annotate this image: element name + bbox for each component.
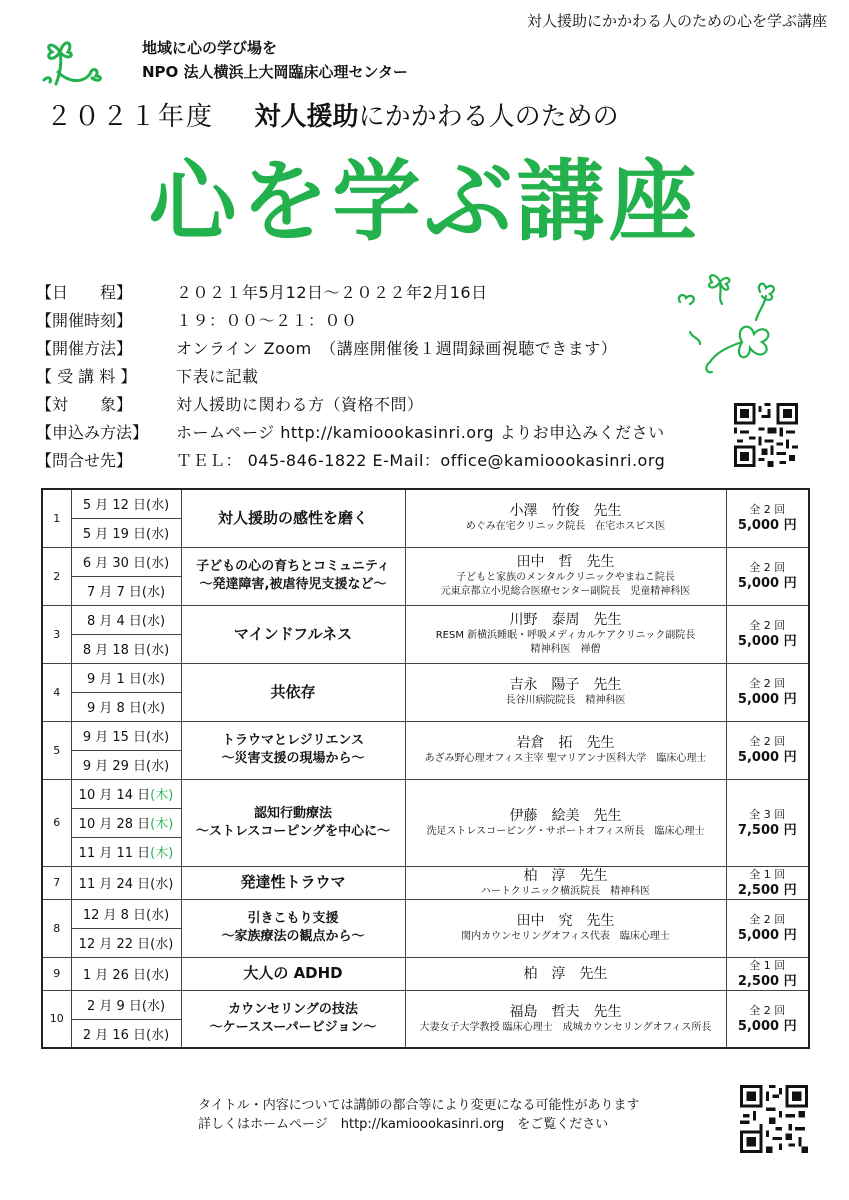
date-text: 12 月 22 日 xyxy=(78,937,151,952)
lecturer-name: 小澤 竹俊 先生 xyxy=(509,503,622,520)
session-price: 5,000 円 xyxy=(737,634,797,649)
session-number: 6 xyxy=(42,779,71,866)
lecturer-name: 柏 淳 先生 xyxy=(523,965,608,982)
session-number: 4 xyxy=(42,663,71,721)
lecturer-cell xyxy=(405,779,726,866)
session-title: カウンセリングの技法 xyxy=(228,1001,358,1017)
info-row xyxy=(36,417,665,445)
session-number: 10 xyxy=(42,990,71,1048)
session-title: 認知行動療法 xyxy=(253,805,332,821)
date-text: 11 月 24 日 xyxy=(78,877,151,892)
table-row xyxy=(42,866,809,899)
lecturer-affiliation: 子どもと家族のメンタルクリニックやまねこ院長 xyxy=(456,572,675,583)
lecturer-name: 田中 究 先生 xyxy=(516,913,615,929)
session-subtitle: ～災害支援の現場から～ xyxy=(221,751,365,766)
session-title-cell xyxy=(181,721,405,779)
weekday-text: (水) xyxy=(146,527,170,542)
table-row xyxy=(42,957,809,990)
lecturer-name: 伊藤 絵美 先生 xyxy=(509,807,622,824)
session-title: 対人援助の感性を磨く xyxy=(217,508,368,527)
session-date xyxy=(71,866,181,899)
session-date xyxy=(71,808,181,837)
session-count: 全 2 回 xyxy=(749,677,786,690)
fee-cell xyxy=(726,489,809,547)
lecturer-cell xyxy=(405,990,726,1048)
session-number: 5 xyxy=(42,721,71,779)
weekday-text: (水) xyxy=(150,937,174,952)
session-date xyxy=(71,1019,181,1048)
session-title-cell xyxy=(181,779,405,866)
session-date xyxy=(71,750,181,779)
lecturer-cell xyxy=(405,663,726,721)
info-row xyxy=(36,445,665,473)
session-date xyxy=(71,779,181,808)
session-price: 5,000 円 xyxy=(737,692,797,707)
session-number: 8 xyxy=(42,899,71,957)
footer-line1: タイトル・内容については講師の都合等により変更になる可能性があります xyxy=(198,1098,640,1113)
info-label: 【日 程】 xyxy=(36,282,133,302)
session-price: 7,500 円 xyxy=(737,822,797,838)
info-value: ＴＥＬ： 045-846-1822 E-Mail：office@kamioookasinri.org xyxy=(176,450,666,470)
table-row xyxy=(42,663,809,692)
session-count: 全 2 回 xyxy=(749,619,786,632)
session-number: 9 xyxy=(42,957,71,990)
session-count: 全 2 回 xyxy=(749,735,786,748)
info-value: １９：００～２１：００ xyxy=(176,310,358,330)
session-date xyxy=(71,928,181,957)
weekday-text: (水) xyxy=(141,585,166,600)
info-list xyxy=(36,277,665,473)
footer-line2: 詳しくはホームページ http://kamioookasinri.org をご覧ください xyxy=(198,1117,609,1132)
weekday-text: (水) xyxy=(146,759,170,774)
lecturer-affiliation: RESM 新横浜睡眠・呼吸メディカルケアクリニック副院長 xyxy=(435,630,696,641)
table-row xyxy=(42,605,809,634)
lecturer-cell xyxy=(405,866,726,899)
session-count: 全 2 回 xyxy=(749,913,786,926)
session-number: 2 xyxy=(42,547,71,605)
lecturer-cell xyxy=(405,547,726,605)
fee-cell xyxy=(726,663,809,721)
fee-cell xyxy=(726,957,809,990)
year-subtitle xyxy=(46,96,619,133)
date-text: 12 月 8 日 xyxy=(82,908,147,923)
lecturer-cell xyxy=(405,605,726,663)
info-value: ２０２１年5月12日～２０２２年2月16日 xyxy=(176,282,488,302)
table-row xyxy=(42,721,809,750)
table-row xyxy=(42,990,809,1019)
info-value: 下表に記載 xyxy=(176,366,259,386)
session-price: 5,000 円 xyxy=(737,928,797,943)
session-date xyxy=(71,721,181,750)
schedule-table xyxy=(41,488,810,1049)
org-line2: NPO 法人横浜上大岡臨床心理センター xyxy=(142,63,408,81)
date-text: 10 月 14 日 xyxy=(78,788,151,803)
year-text: ２０２１年度 xyxy=(46,102,215,132)
lecturer-name: 福島 哲夫 先生 xyxy=(509,1003,622,1020)
info-label: 【開催方法】 xyxy=(36,338,133,358)
date-text: 9 月 8 日 xyxy=(86,701,142,716)
weekday-text: (水) xyxy=(141,672,166,687)
lecturer-name: 柏 淳 先生 xyxy=(523,867,608,884)
lecturer-affiliation: めぐみ在宅クリニック院長 在宅ホスピス医 xyxy=(465,521,666,533)
weekday-text: (水) xyxy=(146,556,170,571)
weekday-text: (木) xyxy=(150,817,174,832)
info-row xyxy=(36,333,665,361)
lecturer-affiliation: 元東京都立小児総合医療センター副院長 児童精神科医 xyxy=(440,586,691,597)
weekday-text: (水) xyxy=(150,877,174,892)
session-title-cell xyxy=(181,866,405,899)
session-title: マインドフルネス xyxy=(233,624,353,643)
session-title-cell xyxy=(181,957,405,990)
session-date xyxy=(71,692,181,721)
fee-cell xyxy=(726,990,809,1048)
date-text: 2 月 9 日 xyxy=(86,999,142,1014)
info-row xyxy=(36,305,665,333)
weekday-text: (水) xyxy=(146,908,170,923)
info-value: オンライン Zoom （講座開催後１週間録画視聴できます） xyxy=(176,338,618,358)
lecturer-cell xyxy=(405,957,726,990)
subtitle-rest: にかかわる人のための xyxy=(358,102,619,132)
fee-cell xyxy=(726,605,809,663)
session-date xyxy=(71,547,181,576)
lecturer-cell xyxy=(405,899,726,957)
weekday-text: (水) xyxy=(146,730,170,745)
info-label: 【 受 講 料 】 xyxy=(36,366,137,386)
session-title: 共依存 xyxy=(270,682,316,701)
session-count: 全 2 回 xyxy=(749,503,786,517)
weekday-text: (木) xyxy=(150,788,174,803)
subtitle-bold: 対人援助 xyxy=(254,102,359,132)
main-title: 心を学ぶ講座 xyxy=(148,150,701,253)
info-row xyxy=(36,361,665,389)
weekday-text: (木) xyxy=(150,846,174,861)
info-value: 対人援助に関わる方（資格不問） xyxy=(176,394,424,414)
weekday-text: (水) xyxy=(146,968,170,983)
session-date xyxy=(71,837,181,866)
info-label: 【対 象】 xyxy=(36,394,133,414)
session-subtitle: ～ストレスコーピングを中心に～ xyxy=(195,823,391,839)
session-number: 3 xyxy=(42,605,71,663)
session-date xyxy=(71,518,181,547)
date-text: 11 月 11 日 xyxy=(78,846,151,861)
session-count: 全 2 回 xyxy=(749,561,786,574)
fee-cell xyxy=(726,899,809,957)
weekday-text: (水) xyxy=(141,701,166,716)
info-label: 【開催時刻】 xyxy=(36,310,133,330)
session-date xyxy=(71,634,181,663)
session-subtitle: ～発達障害,被虐待児支援など～ xyxy=(199,577,387,592)
lecturer-name: 岩倉 拓 先生 xyxy=(516,735,615,751)
session-price: 5,000 円 xyxy=(737,750,797,765)
weekday-text: (水) xyxy=(141,614,166,629)
session-title: トラウマとレジリエンス xyxy=(221,733,365,748)
session-title-cell xyxy=(181,489,405,547)
table-row xyxy=(42,779,809,808)
lecturer-affiliation: 大妻女子大学教授 臨床心理士 成城カウンセリングオフィス所長 xyxy=(419,1021,712,1033)
weekday-text: (水) xyxy=(146,498,170,514)
session-date xyxy=(71,576,181,605)
lecturer-affiliation: 長谷川病院院長 精神科医 xyxy=(505,695,626,706)
session-title-cell xyxy=(181,899,405,957)
session-date xyxy=(71,899,181,928)
session-count: 全 1 回 xyxy=(749,867,786,881)
lecturer-cell xyxy=(405,721,726,779)
date-text: 10 月 28 日 xyxy=(78,817,151,832)
info-value: ホームページ http://kamioookasinri.org よりお申込みください xyxy=(176,422,665,442)
date-text: 7 月 7 日 xyxy=(86,585,142,600)
info-row xyxy=(36,389,665,417)
session-price: 2,500 円 xyxy=(737,882,797,898)
session-price: 2,500 円 xyxy=(737,973,797,989)
session-count: 全 2 回 xyxy=(749,1003,786,1017)
sprouts-decoration-icon xyxy=(670,262,800,392)
session-date xyxy=(71,957,181,990)
date-text: 9 月 29 日 xyxy=(82,759,147,774)
date-text: 9 月 15 日 xyxy=(82,730,147,745)
fee-cell xyxy=(726,547,809,605)
header-caption: 対人援助にかかわる人のための心を学ぶ講座 xyxy=(526,12,827,30)
session-number: 7 xyxy=(42,866,71,899)
qr-code-icon[interactable] xyxy=(740,1085,808,1153)
lecturer-name: 川野 泰周 先生 xyxy=(509,612,622,628)
fee-cell xyxy=(726,779,809,866)
lecturer-name: 田中 哲 先生 xyxy=(516,554,615,570)
session-subtitle: ～ケーススーパービジョン～ xyxy=(209,1019,377,1035)
session-price: 5,000 円 xyxy=(737,576,797,591)
fee-cell xyxy=(726,721,809,779)
weekday-text: (水) xyxy=(146,1027,170,1043)
session-number: 1 xyxy=(42,489,71,547)
info-label: 【申込み方法】 xyxy=(36,422,149,442)
lecturer-affiliation: ハートクリニック横浜院長 精神科医 xyxy=(480,885,651,897)
date-text: 1 月 26 日 xyxy=(82,968,147,983)
session-title: 子どもの心の育ちとコミュニティ xyxy=(196,559,390,574)
org-line1: 地域に心の学び場を xyxy=(142,39,278,57)
date-text: 8 月 4 日 xyxy=(86,614,142,629)
session-title: 引きこもり支援 xyxy=(247,911,339,926)
lecturer-cell xyxy=(405,489,726,547)
session-title: 大人の ADHD xyxy=(243,964,343,982)
session-subtitle: ～家族療法の観点から～ xyxy=(221,929,365,944)
footer-note xyxy=(198,1096,639,1134)
session-date xyxy=(71,990,181,1019)
table-row xyxy=(42,899,809,928)
session-date xyxy=(71,663,181,692)
lecturer-affiliation: 洗足ストレスコーピング・サポートオフィス所長 臨床心理士 xyxy=(426,825,705,837)
date-text: 6 月 30 日 xyxy=(82,556,147,571)
table-row xyxy=(42,547,809,576)
session-title-cell xyxy=(181,663,405,721)
session-title-cell xyxy=(181,990,405,1048)
session-title: 発達性トラウマ xyxy=(240,873,346,891)
lecturer-name: 吉永 陽子 先生 xyxy=(509,677,622,693)
date-text: 5 月 12 日 xyxy=(82,498,147,514)
lecturer-affiliation: 関内カウンセリングオフィス代表 臨床心理士 xyxy=(461,931,670,942)
table-row xyxy=(42,489,809,518)
session-count: 全 1 回 xyxy=(749,958,786,972)
info-row xyxy=(36,277,665,305)
session-title-cell xyxy=(181,547,405,605)
info-label: 【問合せ先】 xyxy=(36,450,133,470)
clover-logo-icon xyxy=(34,32,114,92)
lecturer-affiliation: あざみ野心理オフィス主宰 聖マリアンナ医科大学 臨床心理士 xyxy=(424,753,707,764)
date-text: 2 月 16 日 xyxy=(82,1027,147,1043)
session-price: 5,000 円 xyxy=(737,518,797,534)
date-text: 9 月 1 日 xyxy=(86,672,142,687)
date-text: 5 月 19 日 xyxy=(82,527,147,542)
date-text: 8 月 18 日 xyxy=(82,643,147,658)
lecturer-affiliation: 精神科医 禅僧 xyxy=(530,644,601,655)
session-title-cell xyxy=(181,605,405,663)
weekday-text: (水) xyxy=(141,999,166,1014)
session-price: 5,000 円 xyxy=(737,1018,797,1034)
organization-name xyxy=(142,36,408,84)
session-date xyxy=(71,605,181,634)
session-date xyxy=(71,489,181,518)
session-count: 全 3 回 xyxy=(749,807,786,821)
weekday-text: (水) xyxy=(146,643,170,658)
qr-code-icon[interactable] xyxy=(734,403,798,467)
fee-cell xyxy=(726,866,809,899)
